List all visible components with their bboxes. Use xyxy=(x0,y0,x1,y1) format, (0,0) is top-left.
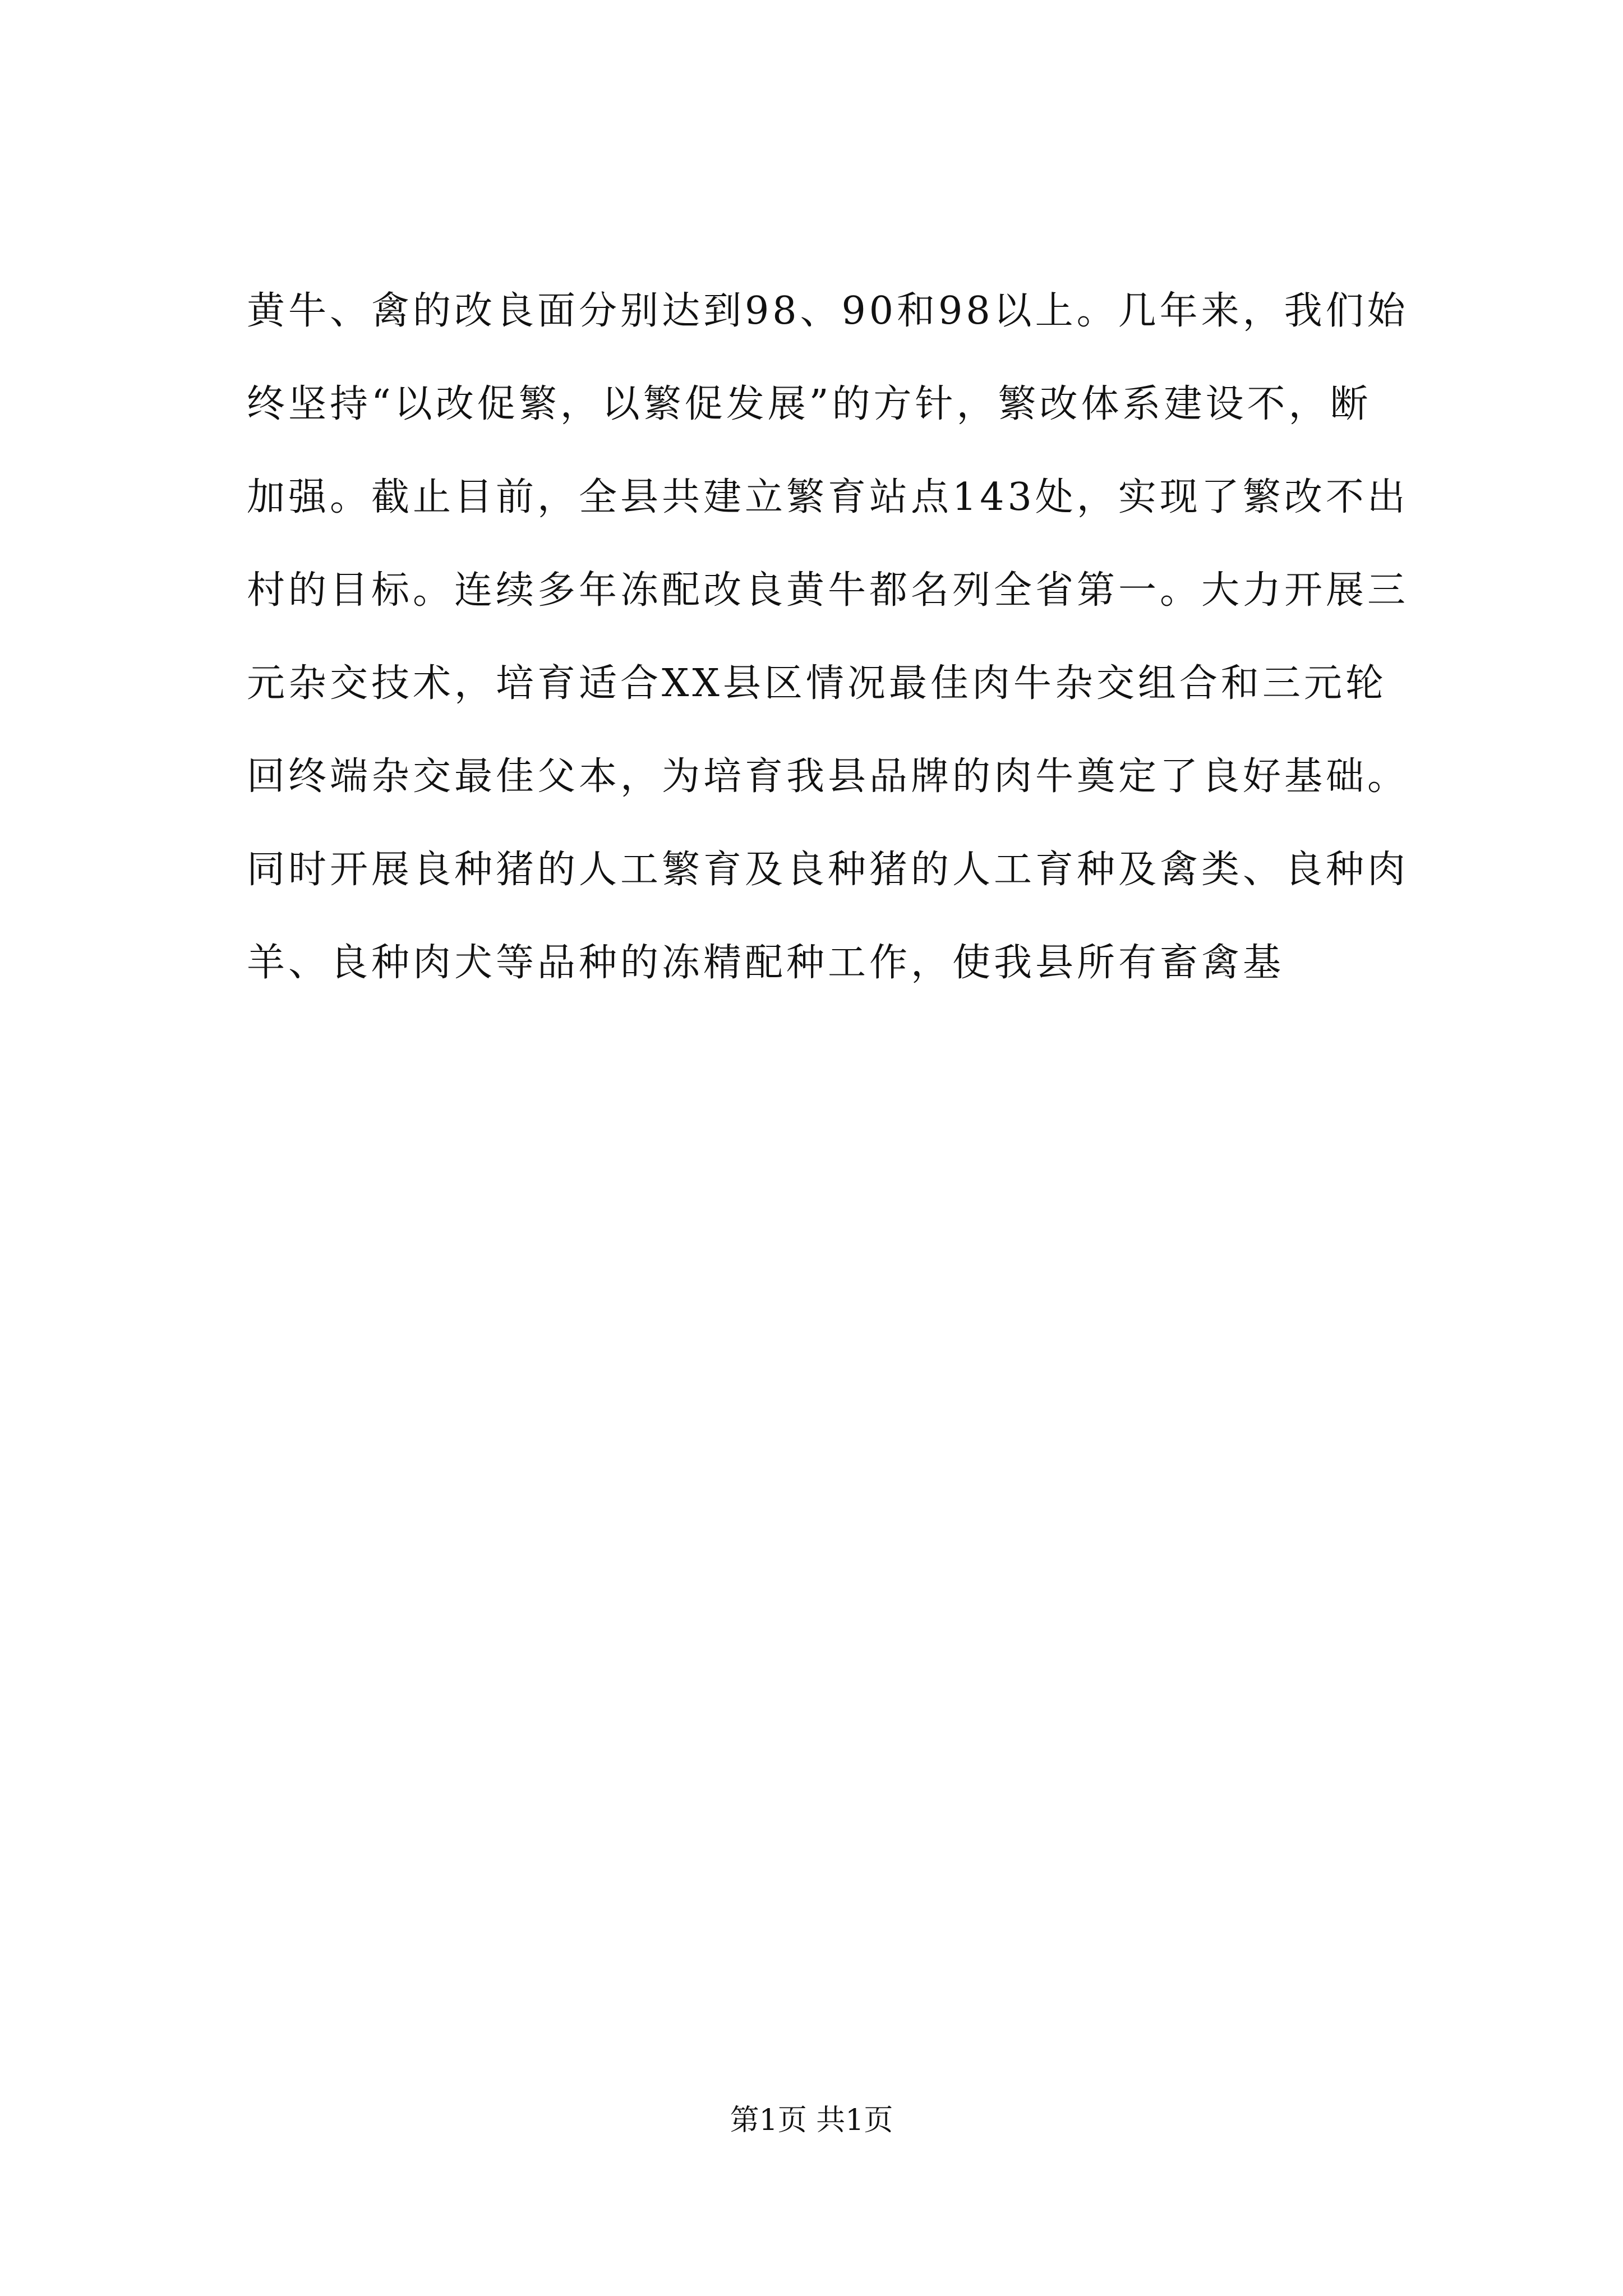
page-number-footer: 第1页 共1页 xyxy=(730,2104,893,2137)
text-line: 黄牛、禽的改良面分别达到98、90和98以上。几年来，我们始 xyxy=(247,289,1409,333)
text-line: 回终端杂交最佳父本，为培育我县品牌的肉牛奠定了良好基础。 xyxy=(247,754,1409,799)
text-line: 元杂交技术，培育适合XX县区情况最佳肉牛杂交组合和三元轮 xyxy=(247,661,1387,706)
text-line: 加强。截止目前，全县共建立繁育站点143处，实现了繁改不出 xyxy=(247,475,1409,519)
body-paragraph xyxy=(247,265,1424,1010)
text-line: 同时开展良种猪的人工繁育及良种猪的人工育种及禽类、良种肉 xyxy=(247,848,1409,892)
text-line: 羊、良种肉犬等品种的冻精配种工作，使我县所有畜禽基 xyxy=(247,941,1285,985)
text-line: 村的目标。连续多年冻配改良黄牛都名列全省第一。大力开展三 xyxy=(247,568,1409,613)
text-line: 终坚持“以改促繁，以繁促发展”的方针，繁改体系建设不，断 xyxy=(247,382,1372,426)
